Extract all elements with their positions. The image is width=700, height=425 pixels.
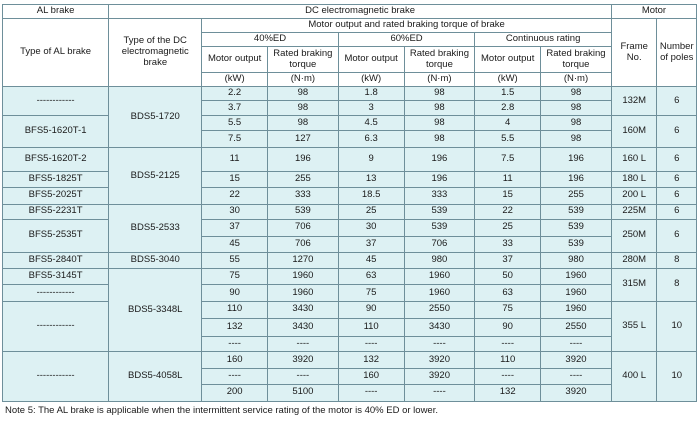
rated-torque-header: Rated braking torque — [541, 47, 612, 73]
ed60-header: 60%ED — [338, 33, 475, 47]
footnote: Note 5: The AL brake is applicable when the intermittent service rating of the motor is 40% ED or lower. — [5, 405, 438, 416]
ed60-output-cell: 1.8 — [338, 87, 404, 101]
continuous-torque-cell: 539 — [541, 204, 612, 219]
ed40-torque-cell: 98 — [267, 101, 338, 116]
ed60-output-cell: 45 — [338, 253, 404, 269]
ed60-torque-cell: 98 — [404, 87, 475, 101]
type-al-header: Type of AL brake — [3, 19, 109, 87]
ed40-torque-cell: 98 — [267, 87, 338, 101]
continuous-torque-cell: 539 — [541, 219, 612, 236]
ed60-output-cell: 63 — [338, 269, 404, 285]
ed60-torque-cell: 1960 — [404, 269, 475, 285]
al-brake-cell: ------------ — [3, 87, 109, 116]
unit-nm: (N·m) — [541, 73, 612, 87]
dc-brake-cell: BDS5-3040 — [109, 253, 202, 269]
ed40-output-cell: 110 — [202, 301, 268, 318]
continuous-output-cell: 15 — [475, 188, 541, 204]
ed40-output-cell: ---- — [202, 369, 268, 384]
motor-output-header: Motor output — [475, 47, 541, 73]
table-header — [3, 5, 697, 87]
poles-cell: 6 — [657, 204, 697, 219]
continuous-torque-cell: ---- — [541, 369, 612, 384]
al-brake-cell: BFS5-2231T — [3, 204, 109, 219]
ed60-output-cell: ---- — [338, 337, 404, 352]
ed40-output-cell: 7.5 — [202, 131, 268, 148]
frame-cell: 250M — [611, 219, 657, 252]
continuous-output-cell: 63 — [475, 285, 541, 301]
table-row — [3, 285, 697, 301]
ed40-torque-cell: ---- — [267, 369, 338, 384]
continuous-output-cell: 110 — [475, 352, 541, 369]
poles-cell: 6 — [657, 219, 697, 252]
ed60-output-cell: 110 — [338, 318, 404, 336]
continuous-torque-cell: 3920 — [541, 352, 612, 369]
continuous-output-cell: 2.8 — [475, 101, 541, 116]
ed60-output-cell: 9 — [338, 148, 404, 172]
ed60-torque-cell: 706 — [404, 236, 475, 252]
ed60-output-cell: 25 — [338, 204, 404, 219]
continuous-torque-cell: 98 — [541, 87, 612, 101]
ed40-torque-cell: 3430 — [267, 318, 338, 336]
poles-cell: 8 — [657, 269, 697, 301]
motor-output-torque-header: Motor output and rated braking torque of brake — [202, 19, 612, 33]
ed40-torque-cell: 1960 — [267, 285, 338, 301]
ed60-output-cell: 132 — [338, 352, 404, 369]
ed60-output-cell: ---- — [338, 384, 404, 401]
ed40-torque-cell: 5100 — [267, 384, 338, 401]
continuous-torque-cell: 3920 — [541, 384, 612, 401]
table-row — [3, 253, 697, 269]
motor-output-header: Motor output — [338, 47, 404, 73]
ed40-torque-cell: 3430 — [267, 301, 338, 318]
continuous-torque-cell: 98 — [541, 131, 612, 148]
ed60-output-cell: 90 — [338, 301, 404, 318]
ed40-torque-cell: 98 — [267, 116, 338, 131]
motor-output-header: Motor output — [202, 47, 268, 73]
ed40-output-cell: 160 — [202, 352, 268, 369]
table-row — [3, 87, 697, 101]
header-row — [3, 5, 697, 19]
ed60-torque-cell: 539 — [404, 219, 475, 236]
continuous-torque-cell: 539 — [541, 236, 612, 252]
al-brake-cell: BFS5-1620T-2 — [3, 148, 109, 172]
type-dc-header: Type of the DC electromagnetic brake — [109, 19, 202, 87]
ed40-output-cell: 3.7 — [202, 101, 268, 116]
table-row — [3, 172, 697, 188]
continuous-output-cell: 4 — [475, 116, 541, 131]
header-row — [3, 19, 697, 33]
al-brake-header: AL brake — [3, 5, 109, 19]
dc-brake-cell: BDS5-4058L — [109, 352, 202, 402]
continuous-torque-cell: 1960 — [541, 301, 612, 318]
ed40-torque-cell: ---- — [267, 337, 338, 352]
continuous-output-cell: 11 — [475, 172, 541, 188]
continuous-output-cell: 90 — [475, 318, 541, 336]
frame-cell: 200 L — [611, 188, 657, 204]
frame-cell: 355 L — [611, 301, 657, 352]
continuous-output-cell: 75 — [475, 301, 541, 318]
poles-cell: 6 — [657, 87, 697, 116]
table-row — [3, 188, 697, 204]
ed60-output-cell: 75 — [338, 285, 404, 301]
ed60-torque-cell: ---- — [404, 384, 475, 401]
continuous-torque-cell: ---- — [541, 337, 612, 352]
poles-cell: 6 — [657, 172, 697, 188]
table-row — [3, 301, 697, 318]
ed60-torque-cell: 196 — [404, 148, 475, 172]
ed40-output-cell: 75 — [202, 269, 268, 285]
continuous-torque-cell: 2550 — [541, 318, 612, 336]
ed60-torque-cell: 98 — [404, 101, 475, 116]
ed40-torque-cell: 706 — [267, 219, 338, 236]
frame-cell: 180 L — [611, 172, 657, 188]
poles-cell: 10 — [657, 301, 697, 352]
ed60-torque-cell: 1960 — [404, 285, 475, 301]
unit-kw: (kW) — [475, 73, 541, 87]
table-row — [3, 269, 697, 285]
ed40-output-cell: 37 — [202, 219, 268, 236]
ed60-torque-cell: 3430 — [404, 318, 475, 336]
al-brake-cell: ------------ — [3, 301, 109, 352]
ed40-output-cell: 90 — [202, 285, 268, 301]
ed40-output-cell: 55 — [202, 253, 268, 269]
ed40-torque-cell: 539 — [267, 204, 338, 219]
ed60-torque-cell: 98 — [404, 131, 475, 148]
ed40-output-cell: 15 — [202, 172, 268, 188]
continuous-output-cell: 25 — [475, 219, 541, 236]
poles-cell: 6 — [657, 148, 697, 172]
poles-cell: 6 — [657, 116, 697, 148]
ed60-torque-cell: 98 — [404, 116, 475, 131]
ed60-output-cell: 6.3 — [338, 131, 404, 148]
continuous-output-cell: 50 — [475, 269, 541, 285]
ed40-torque-cell: 3920 — [267, 352, 338, 369]
table-row — [3, 204, 697, 219]
ed60-torque-cell: 3920 — [404, 369, 475, 384]
ed40-torque-cell: 333 — [267, 188, 338, 204]
frame-cell: 160M — [611, 116, 657, 148]
ed40-output-cell: 132 — [202, 318, 268, 336]
continuous-output-cell: 132 — [475, 384, 541, 401]
dc-brake-cell: BDS5-2533 — [109, 204, 202, 253]
continuous-output-cell: 33 — [475, 236, 541, 252]
continuous-output-cell: 5.5 — [475, 131, 541, 148]
motor-header: Motor — [611, 5, 696, 19]
frame-cell: 225M — [611, 204, 657, 219]
unit-nm: (N·m) — [404, 73, 475, 87]
ed60-torque-cell: ---- — [404, 337, 475, 352]
ed60-output-cell: 18.5 — [338, 188, 404, 204]
continuous-torque-cell: 98 — [541, 116, 612, 131]
table-row — [3, 148, 697, 172]
unit-nm: (N·m) — [267, 73, 338, 87]
ed60-output-cell: 4.5 — [338, 116, 404, 131]
frame-header: Frame No. — [611, 19, 657, 87]
ed40-torque-cell: 1270 — [267, 253, 338, 269]
continuous-torque-cell: 98 — [541, 101, 612, 116]
rated-torque-header: Rated braking torque — [404, 47, 475, 73]
continuous-torque-cell: 1960 — [541, 285, 612, 301]
al-brake-cell: BFS5-1620T-1 — [3, 116, 109, 148]
ed60-output-cell: 30 — [338, 219, 404, 236]
frame-cell: 315M — [611, 269, 657, 301]
continuous-output-cell: ---- — [475, 369, 541, 384]
ed60-output-cell: 37 — [338, 236, 404, 252]
ed40-output-cell: 200 — [202, 384, 268, 401]
ed60-torque-cell: 333 — [404, 188, 475, 204]
ed40-output-cell: 5.5 — [202, 116, 268, 131]
unit-kw: (kW) — [338, 73, 404, 87]
ed60-output-cell: 3 — [338, 101, 404, 116]
continuous-torque-cell: 1960 — [541, 269, 612, 285]
dc-brake-cell: BDS5-3348L — [109, 269, 202, 352]
ed60-output-cell: 160 — [338, 369, 404, 384]
ed60-torque-cell: 2550 — [404, 301, 475, 318]
poles-cell: 6 — [657, 188, 697, 204]
table-body — [3, 87, 697, 402]
continuous-output-cell: ---- — [475, 337, 541, 352]
continuous-output-cell: 22 — [475, 204, 541, 219]
al-brake-cell: ------------ — [3, 352, 109, 402]
table-row — [3, 219, 697, 236]
frame-cell: 160 L — [611, 148, 657, 172]
al-brake-cell: BFS5-2025T — [3, 188, 109, 204]
ed60-torque-cell: 196 — [404, 172, 475, 188]
ed40-torque-cell: 196 — [267, 148, 338, 172]
ed60-output-cell: 13 — [338, 172, 404, 188]
continuous-output-cell: 37 — [475, 253, 541, 269]
continuous-torque-cell: 196 — [541, 148, 612, 172]
brake-spec-table — [2, 4, 697, 402]
poles-header: Number of poles — [657, 19, 697, 87]
ed40-torque-cell: 255 — [267, 172, 338, 188]
ed40-output-cell: 2.2 — [202, 87, 268, 101]
continuous-header: Continuous rating — [475, 33, 612, 47]
table-row — [3, 116, 697, 131]
continuous-torque-cell: 980 — [541, 253, 612, 269]
al-brake-cell: BFS5-1825T — [3, 172, 109, 188]
ed40-header: 40%ED — [202, 33, 339, 47]
table-row — [3, 352, 697, 369]
ed60-torque-cell: 3920 — [404, 352, 475, 369]
ed40-output-cell: 22 — [202, 188, 268, 204]
ed40-torque-cell: 1960 — [267, 269, 338, 285]
ed40-output-cell: 30 — [202, 204, 268, 219]
ed60-torque-cell: 539 — [404, 204, 475, 219]
frame-cell: 280M — [611, 253, 657, 269]
poles-cell: 10 — [657, 352, 697, 402]
dc-brake-cell: BDS5-1720 — [109, 87, 202, 148]
continuous-output-cell: 1.5 — [475, 87, 541, 101]
ed40-output-cell: 11 — [202, 148, 268, 172]
rated-torque-header: Rated braking torque — [267, 47, 338, 73]
continuous-torque-cell: 196 — [541, 172, 612, 188]
frame-cell: 132M — [611, 87, 657, 116]
ed40-torque-cell: 127 — [267, 131, 338, 148]
poles-cell: 8 — [657, 253, 697, 269]
dc-brake-cell: BDS5-2125 — [109, 148, 202, 204]
al-brake-cell: BFS5-2535T — [3, 219, 109, 252]
al-brake-cell: BFS5-3145T — [3, 269, 109, 285]
ed60-torque-cell: 980 — [404, 253, 475, 269]
al-brake-cell: BFS5-2840T — [3, 253, 109, 269]
ed40-torque-cell: 706 — [267, 236, 338, 252]
ed40-output-cell: ---- — [202, 337, 268, 352]
dc-brake-header: DC electromagnetic brake — [109, 5, 612, 19]
continuous-torque-cell: 255 — [541, 188, 612, 204]
ed40-output-cell: 45 — [202, 236, 268, 252]
frame-cell: 400 L — [611, 352, 657, 402]
al-brake-cell: ------------ — [3, 285, 109, 301]
continuous-output-cell: 7.5 — [475, 148, 541, 172]
unit-kw: (kW) — [202, 73, 268, 87]
